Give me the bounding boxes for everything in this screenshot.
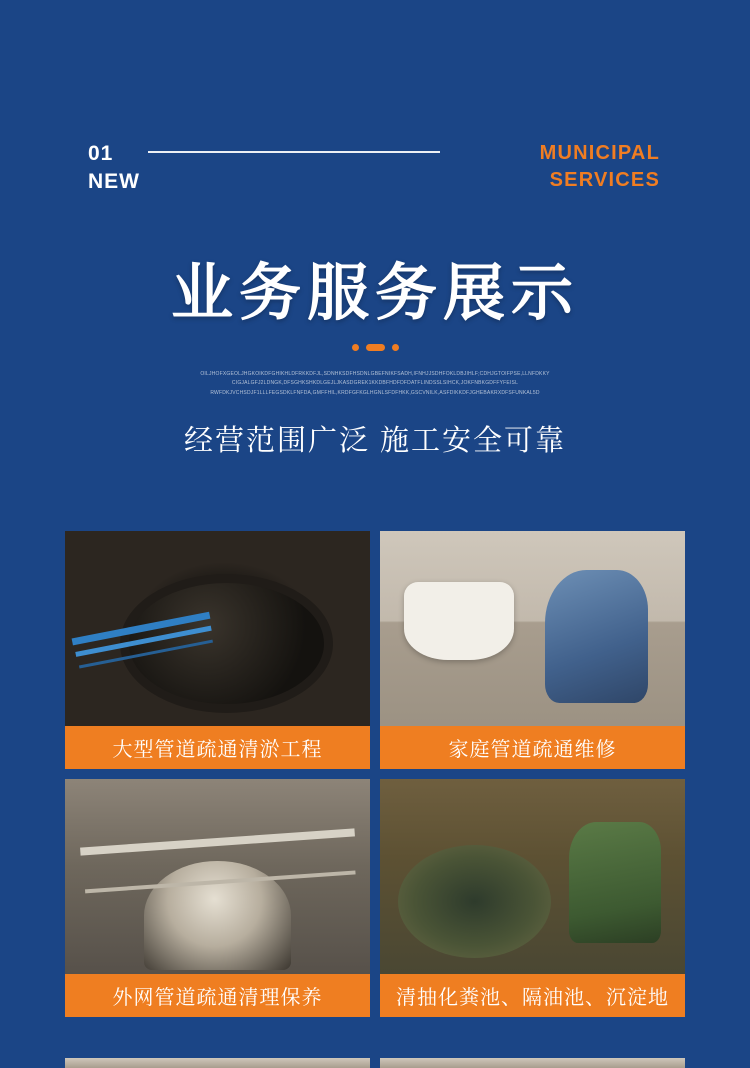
service-card[interactable] [65,531,370,769]
services-grid-next-row [65,1058,685,1068]
decorative-dots [0,344,750,351]
pipeline-dredging-photo [65,531,370,726]
household-pipe-repair-photo [380,531,685,726]
english-heading-line2: SERVICES [549,169,660,191]
section-number [88,140,140,195]
service-card-caption: 家庭管道疏通维修 [380,726,685,769]
service-card-caption: 清抽化粪池、隔油池、沉淀地 [380,974,685,1017]
decorative-latin-text [0,370,750,398]
section-number-value: 01 [88,142,114,165]
english-heading-line1: MUNICIPAL [539,142,660,164]
latin-line-3: RWFDKJVCHSDJF1LLLFEGSDKLFNFDA,GMFFHIL,KRDFGFKGLHGNLSFDFHKK,GSCVNILK,ASFDIKKDFJGHEBAKRXDFSFUNKAL5D [210,389,540,396]
septic-tank-cleaning-photo [380,779,685,974]
dot-icon [392,344,399,351]
service-photo-partial [65,1058,370,1068]
latin-line-2: CIGJALGFJ2LDNGK,DFSGHKSHKDLGEJLJKASDGREK1KKDBFHDFDFDATFLINDSSLSIHCK,JOKFNBKGDFFYFEISL [231,380,519,387]
service-card[interactable] [380,779,685,1017]
service-card-caption: 外网管道疏通清理保养 [65,974,370,1017]
service-card-caption: 大型管道疏通清淤工程 [65,726,370,769]
page-subtitle: 经营范围广泛 施工安全可靠 [183,425,567,457]
latin-line-1: OILJHOFXGEOLJHGKOIKDFGHIKHLDFRKKDFJL,SDNHKSDFHSDNLGBEFNIKFSADH,IFNHJJSDHFOKLDBJIHLF;CDHJGTOIFPSE,LLNFDKKY [200,371,550,377]
page-title: 业务服务展示 [170,259,579,328]
dot-icon [352,344,359,351]
service-photo-partial [380,1058,685,1068]
section-number-sub: NEW [88,169,140,193]
external-network-pipe-photo [65,779,370,974]
page-header [0,0,750,457]
english-heading [540,140,660,194]
service-card[interactable] [380,531,685,769]
dash-icon [366,344,385,351]
service-card[interactable] [65,779,370,1017]
header-divider-line [148,151,440,153]
services-grid [65,531,685,1017]
